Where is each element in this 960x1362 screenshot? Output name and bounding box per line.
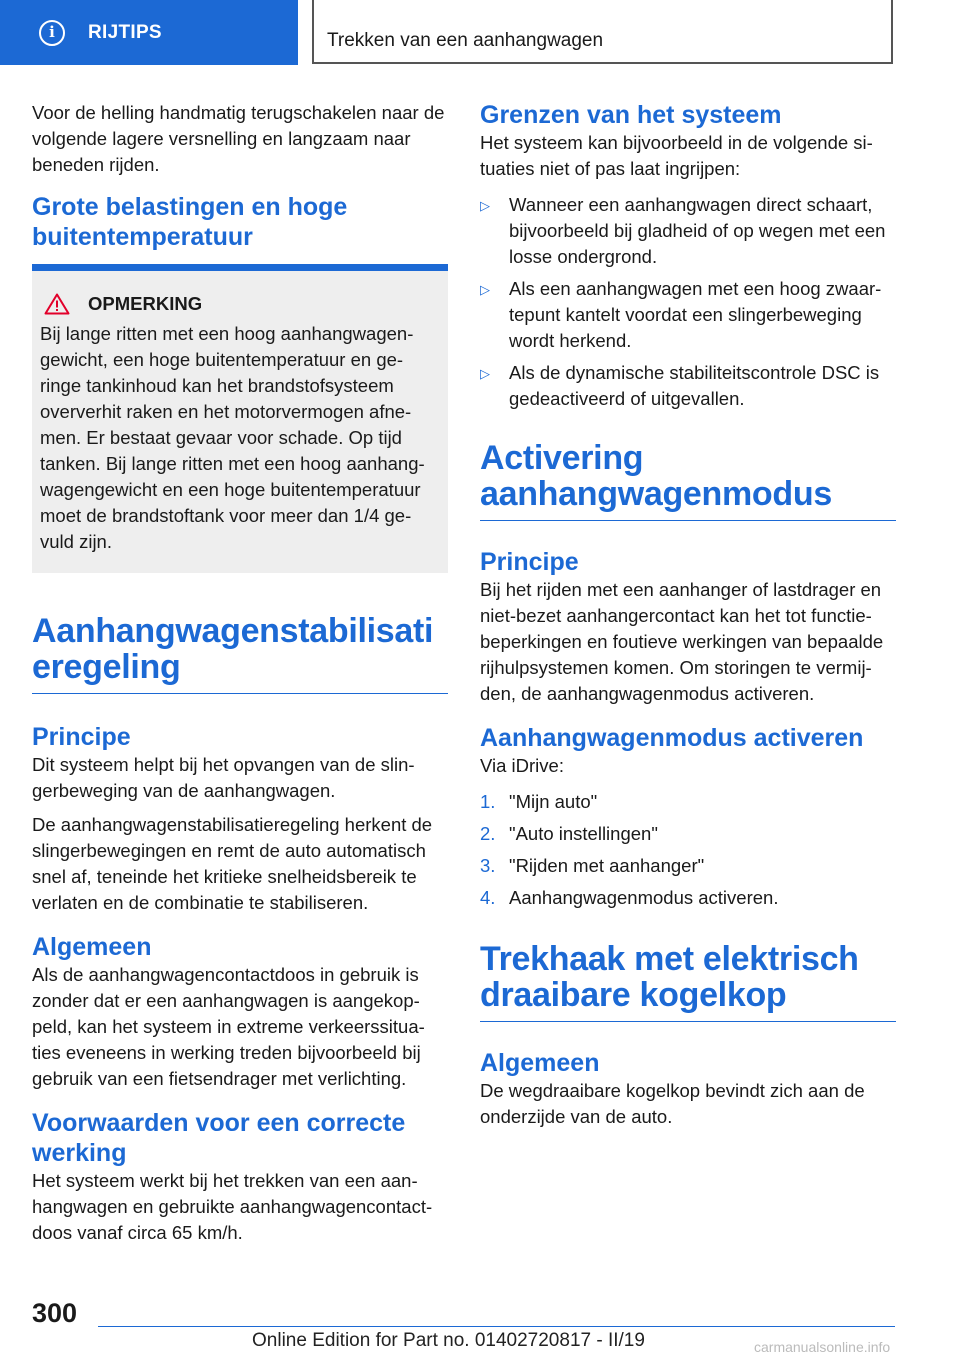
list-item: 1. "Mijn auto" [480, 791, 598, 812]
notice-title: OPMERKING [88, 293, 203, 314]
right-column [480, 100, 896, 1130]
heading-limits: Grenzen van het systeem [480, 101, 782, 129]
principle-paragraph-1: Dit systeem helpt bij het opvangen van de slin-gerbeweging van de aanhangwagen. [32, 754, 415, 801]
heading-conditions: Voorwaarden voor een correcte werking [32, 1109, 406, 1167]
heading-principle: Principe [32, 723, 131, 751]
list-item: 4. Aanhangwagenmodus activeren. [480, 887, 779, 908]
section-title-stabilization: Aanhangwagenstabilisatieregeling [32, 613, 448, 694]
section-title-towbar: Trekhaak met elektrisch draaibare kogelkop [480, 941, 896, 1022]
list-item: ▷ Als een aanhangwagen met een hoog zwaar-tepunt kantelt voordat een slingerbeweging wordt herkend. [480, 278, 882, 351]
notice-text: Bij lange ritten met een hoog aanhangwagen-gewicht, een hoge buitentemperatuur en ge-ringe tankinhoud kan het brandstofsysteem oververhit raken en het motorvermogen afne-men. Er bestaat gevaar voor schade. Op tijd tanken. Bij lange ritten met een hoog aanhang-wagengewicht en een hoge buitentemperatuur moet de brandstoftank voor meer dan 1/4 ge-vuld zijn. [40, 323, 425, 552]
triangle-bullet-icon: ▷ [480, 198, 490, 213]
limits-list [480, 192, 896, 412]
chapter-tab [0, 0, 298, 65]
conditions-paragraph: Het systeem werkt bij het trekken van een aan-hangwagen en gebruikte aanhangwagencontact-doos vanaf circa 65 km/h. [32, 1170, 433, 1243]
notice-box [32, 264, 448, 573]
page-number: 300 [32, 1298, 78, 1328]
triangle-bullet-icon: ▷ [480, 282, 490, 297]
footer-divider [98, 1326, 895, 1327]
intro-paragraph: Voor de helling handmatig terugschakelen naar de volgende lagere versnelling en langzaam naar beneden rijden. [32, 102, 445, 175]
list-item: 2. "Auto instellingen" [480, 823, 658, 844]
watermark-logo: carmanualsonline.info [754, 1339, 891, 1355]
list-item: 3. "Rijden met aanhanger" [480, 855, 705, 876]
heading-high-loads: Grote belastingen en hoge buitentemperatuur [32, 193, 348, 251]
heading-activate: Aanhangwagenmodus activeren [480, 724, 864, 752]
general-paragraph: Als de aanhangwagencontactdoos in gebruik is zonder dat er een aanhangwagen is aangekop-peld, kan het systeem in extreme verkeerssitua-ties eveneens in werking treden bijvoorbeeld bij gebruik van een fietsendrager met verlichting. [32, 964, 425, 1089]
principle-paragraph-right: Bij het rijden met een aanhanger of lastdrager en niet-bezet aanhangercontact kan het tot functie-beperkingen en foutieve werkingen van bepaalde rijhulpsystemen komen. Om storingen te vermij-den, de aanhangwagenmodus activeren. [480, 579, 884, 704]
principle-paragraph-2: De aanhangwagenstabilisatieregeling herkent de slingerbewegingen en remt de auto automatisch snel af, teneinde het kritieke snelheidsbereik te verlaten en de combinatie te stabiliseren. [32, 814, 433, 913]
list-item: ▷ Wanneer een aanhangwagen direct schaart, bijvoorbeeld bij gladheid of op wegen met een losse ondergrond. [480, 194, 886, 267]
triangle-bullet-icon: ▷ [480, 366, 490, 381]
section-label: Trekken van een aanhangwagen [327, 30, 604, 51]
section-tab [312, 0, 893, 64]
heading-general: Algemeen [32, 933, 152, 961]
heading-principle-right: Principe [480, 548, 579, 576]
chapter-label: RIJTIPS [88, 21, 162, 43]
towbar-general-paragraph: De wegdraaibare kogelkop bevindt zich aan de onderzijde van de auto. [480, 1080, 865, 1127]
info-icon: i [39, 20, 65, 46]
notice-header [40, 293, 439, 315]
left-column [32, 100, 448, 1246]
heading-towbar-general: Algemeen [480, 1049, 600, 1077]
activate-intro: Via iDrive: [480, 755, 564, 776]
edition-text: Online Edition for Part no. 01402720817 - II/19 [252, 1330, 645, 1351]
limits-intro: Het systeem kan bijvoorbeeld in de volgende si-tuaties niet of pas laat ingrijpen: [480, 132, 873, 179]
list-item: ▷ Als de dynamische stabiliteitscontrole DSC is gedeactiveerd of uitgevallen. [480, 362, 880, 409]
steps-list [480, 789, 896, 911]
section-title-activation: Activering aanhangwagenmodus [480, 440, 896, 521]
page-header [0, 0, 960, 66]
warning-icon [44, 293, 70, 315]
